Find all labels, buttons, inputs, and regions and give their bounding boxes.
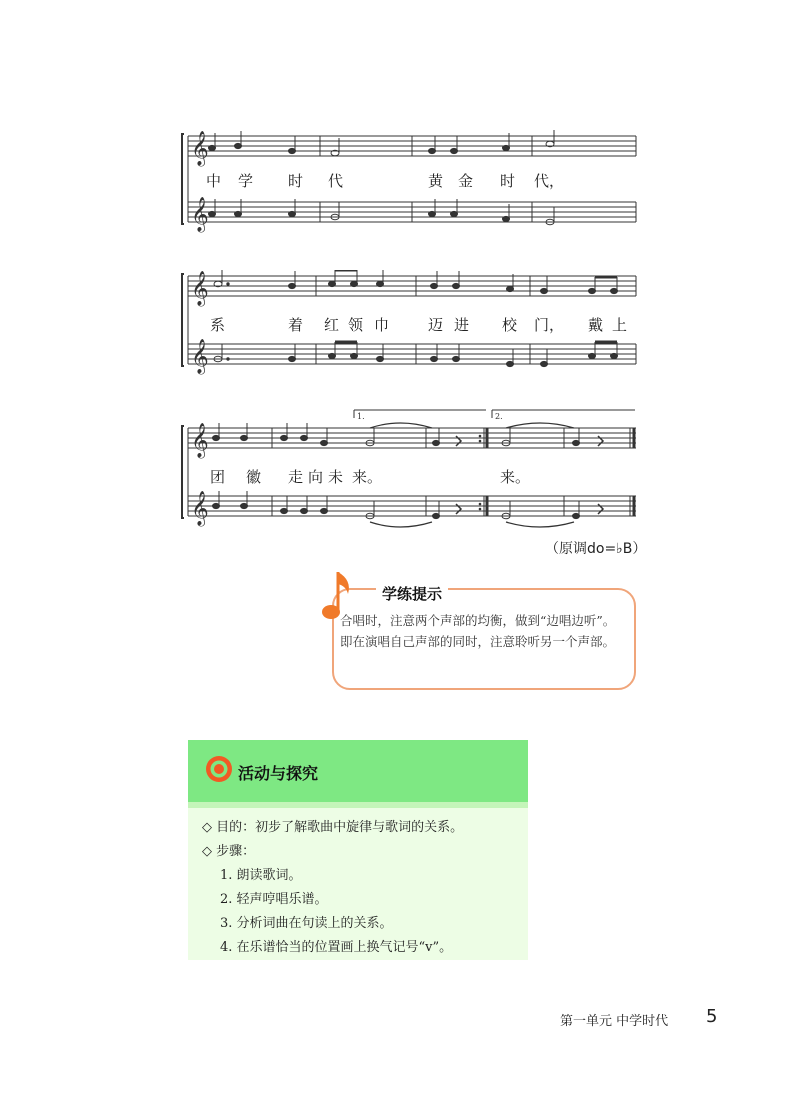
lyric: 未 [328, 468, 344, 486]
lyric: 来。 [500, 468, 531, 486]
tip-text: 合唱时，注意两个声部的均衡，做到“边唱边听”。即在演唱自己声部的同时，注意聆听另一个声部。 [340, 613, 616, 649]
lyrics-line-3 [204, 466, 640, 486]
lyrics-line-2 [204, 314, 640, 334]
lyrics-line-1 [204, 170, 640, 190]
svg-text:𝄞: 𝄞 [191, 131, 209, 166]
lyric: 领 [348, 316, 364, 334]
svg-text:𝄞: 𝄞 [191, 491, 209, 526]
lyric: 黄 [428, 172, 444, 190]
volta-2-label: 2. [495, 412, 503, 421]
lyric: 走 [288, 468, 304, 486]
lyric: 系 [210, 316, 226, 334]
svg-text:𝄞: 𝄞 [191, 339, 209, 374]
lyric: 巾 [374, 316, 390, 334]
lyric: 校 [502, 316, 518, 334]
key-signature-note: （原调do=♭B） [545, 541, 647, 557]
activity-step: 4. 在乐谱恰当的位置画上换气记号“v”。 [220, 940, 453, 955]
activity-steps-heading: ◇ 步骤： [202, 844, 256, 859]
lyric: 门， [534, 316, 565, 334]
svg-text:𝄞: 𝄞 [191, 271, 209, 306]
lyric: 向 [308, 468, 324, 486]
lyric: 红 [324, 316, 340, 334]
activity-goal: ◇ 目的：初步了解歌曲中旋律与歌词的关系。 [202, 820, 464, 835]
lyric: 迈 [428, 316, 444, 334]
tip-title: 学练提示 [376, 583, 448, 604]
activity-step: 2. 轻声哼唱乐谱。 [220, 892, 328, 907]
lyric: 来。 [352, 468, 383, 486]
lyric: 代 [328, 172, 344, 190]
svg-text:𝄞: 𝄞 [191, 423, 209, 458]
activity-panel [188, 740, 528, 960]
page-number: 5 [706, 1006, 718, 1027]
lyric: 时 [288, 172, 304, 190]
score-system-2 [180, 270, 640, 380]
lyric: 着 [288, 316, 304, 334]
lyric: 徽 [246, 468, 262, 486]
score-system-3 [180, 408, 640, 532]
volta-1-label: 1. [357, 412, 365, 421]
lyric: 上 [612, 316, 628, 334]
score-system-1 [180, 130, 640, 240]
activity-title: 活动与探究 [238, 764, 319, 783]
lyric: 进 [454, 316, 470, 334]
lyric: 戴 [588, 316, 604, 334]
activity-step: 3. 分析词曲在句读上的关系。 [220, 916, 393, 931]
lyric: 金 [458, 172, 474, 190]
unit-title: 第一单元 中学时代 [560, 1014, 669, 1029]
activity-step: 1. 朗读歌词。 [220, 868, 302, 883]
lyric: 代， [534, 172, 565, 190]
lyric: 学 [238, 172, 254, 190]
lyric: 时 [500, 172, 516, 190]
lyric: 团 [210, 468, 226, 486]
svg-text:𝄞: 𝄞 [191, 197, 209, 232]
target-icon [204, 754, 234, 788]
lyric: 中 [206, 172, 222, 190]
